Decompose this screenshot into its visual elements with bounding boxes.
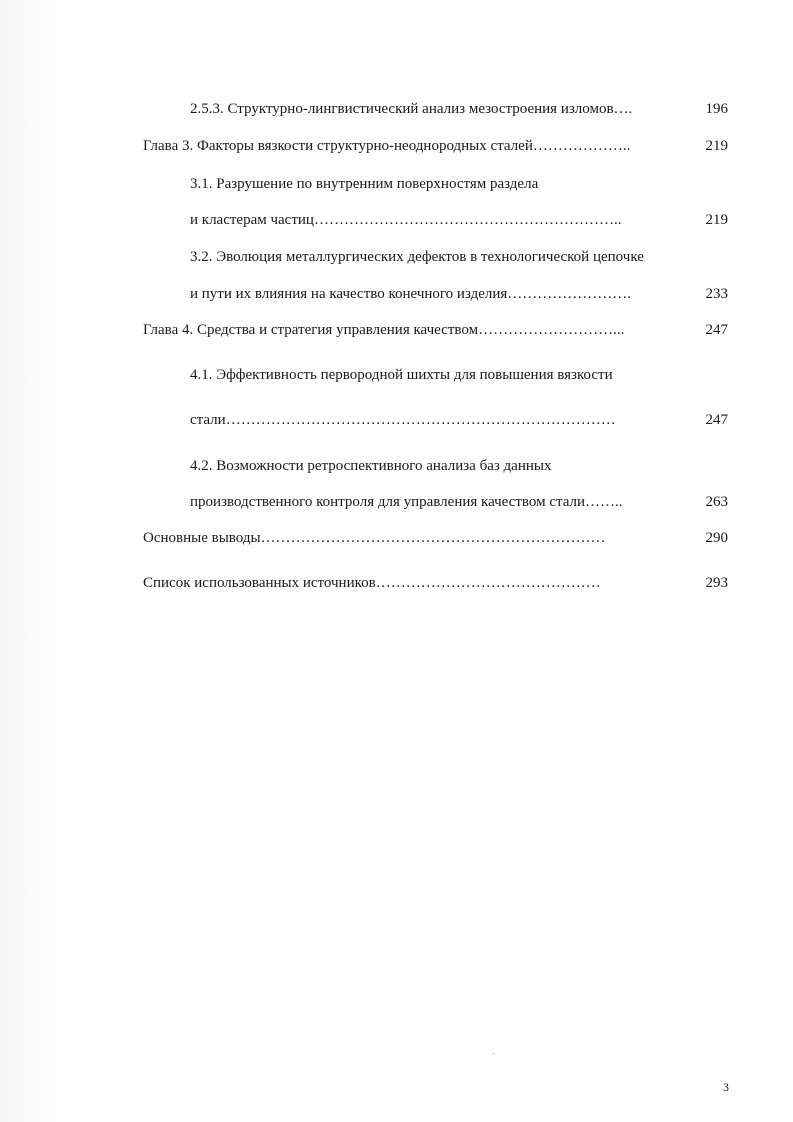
toc-entry-references: Список использованных источников……………………………………… — [143, 575, 601, 591]
toc-entry-4-2-line2: производственного контроля для управления качеством стали…….. — [190, 494, 623, 510]
toc-entry-chapter-3: Глава 3. Факторы вязкости структурно-неоднородных сталей……………….. — [143, 138, 631, 154]
toc-entry-chapter-4: Глава 4. Средства и стратегия управления качеством………………………... — [143, 322, 625, 338]
page-number: 3 — [723, 1080, 729, 1094]
scan-shadow — [0, 0, 60, 1122]
toc-entry-2-5-3: 2.5.3. Структурно-лингвистический анализ мезостроения изломов…. — [190, 101, 633, 117]
toc-page-2-5-3: 196 — [705, 101, 728, 117]
toc-entry-3-1-line2: и кластерам частиц…………………………………………………….. — [190, 212, 622, 228]
toc-entry-4-1-line2: стали…………………………………………………………………… — [190, 412, 616, 428]
toc-entry-3-1-line1: 3.1. Разрушение по внутренним поверхностям раздела — [190, 176, 539, 192]
toc-page-conclusions: 290 — [705, 530, 728, 546]
toc-page-chapter-3: 219 — [705, 138, 728, 154]
toc-page-4-1: 247 — [705, 412, 728, 428]
toc-page-references: 293 — [705, 575, 728, 591]
toc-entry-conclusions: Основные выводы…………………………………………………………… — [143, 530, 606, 546]
scan-speck — [493, 1053, 494, 1054]
toc-page-4-2: 263 — [705, 494, 728, 510]
toc-page-chapter-4: 247 — [705, 322, 728, 338]
toc-entry-4-2-line1: 4.2. Возможности ретроспективного анализа баз данных — [190, 458, 552, 474]
toc-entry-3-2-line2: и пути их влияния на качество конечного изделия……………………. — [190, 286, 632, 302]
toc-page-3-1: 219 — [705, 212, 728, 228]
toc-entry-4-1-line1: 4.1. Эффективность первородной шихты для повышения вязкости — [190, 367, 613, 383]
toc-page-3-2: 233 — [705, 286, 728, 302]
toc-entry-3-2-line1: 3.2. Эволюция металлургических дефектов в технологической цепочке — [190, 249, 644, 265]
